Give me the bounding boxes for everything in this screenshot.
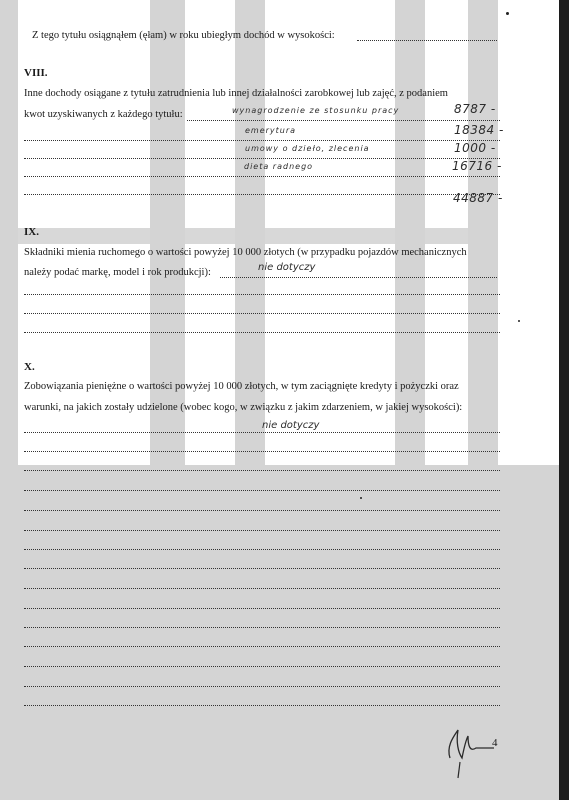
section-9-dotted-4	[24, 332, 500, 333]
signature-mark	[436, 718, 496, 780]
section-8-line1: Inne dochody osiągane z tytułu zatrudnienia lub innej działalności zarobkowej lub zajęć, z podaniem	[24, 88, 448, 99]
section-9-heading: IX.	[24, 226, 39, 238]
section-10-dotted-6	[24, 530, 500, 531]
income-line: Z tego tytułu osiągnąłem (ęłam) w roku ubiegłym dochód w wysokości:	[32, 30, 335, 41]
section-10-dotted-9	[24, 588, 500, 589]
section-10-heading: X.	[24, 361, 35, 373]
section-8-dotted-5	[24, 194, 500, 195]
entry-3-desc: umowy o dzieło, zlecenia	[245, 144, 370, 153]
scan-speck	[506, 12, 509, 15]
section-10-answer: nie dotyczy	[262, 420, 320, 431]
section-8-dotted-2	[24, 140, 500, 141]
section-10-dotted-5	[24, 510, 500, 511]
section-8-line2: kwot uzyskiwanych z każdego tytułu:	[24, 109, 183, 120]
section-9-line1: Składniki mienia ruchomego o wartości powyżej 10 000 złotych (w przypadku pojazdów mechanicznych	[24, 247, 467, 258]
income-dotted-line	[357, 40, 497, 41]
section-10-dotted-3	[24, 470, 500, 471]
section-10-dotted-7	[24, 549, 500, 550]
scan-speck	[518, 320, 520, 322]
section-9-dotted-2	[24, 294, 500, 295]
section-10-dotted-4	[24, 490, 500, 491]
entry-1-desc: wynagrodzenie ze stosunku pracy	[232, 106, 400, 115]
section-10-line1: Zobowiązania pieniężne o wartości powyżej 10 000 złotych, w tym zaciągnięte kredyty i pożyczki oraz	[24, 381, 459, 392]
section-10-dotted-1	[24, 432, 500, 433]
entry-2-desc: emerytura	[245, 126, 297, 135]
scan-shade-top-left	[0, 0, 18, 470]
section-9-dotted-3	[24, 313, 500, 314]
section-8-dotted-1	[187, 120, 500, 121]
section-8-total: 44887 -	[453, 191, 503, 205]
section-10-dotted-14	[24, 686, 500, 687]
section-9-answer: nie dotyczy	[258, 262, 316, 273]
page-number: 4	[492, 737, 498, 749]
section-8-heading: VIII.	[24, 67, 48, 79]
entry-1-amount: 8787 -	[454, 102, 496, 116]
entry-4-amount: 16716 -	[452, 159, 502, 173]
entry-2-amount: 18384 -	[454, 123, 504, 137]
section-10-dotted-8	[24, 568, 500, 569]
section-10-dotted-10	[24, 608, 500, 609]
scan-shade-band	[18, 228, 498, 244]
section-10-dotted-2	[24, 451, 500, 452]
section-10-line2: warunki, na jakich zostały udzielone (wobec kogo, w związku z jakim zdarzeniem, w jakiej wysokości):	[24, 402, 463, 413]
section-10-dotted-12	[24, 646, 500, 647]
entry-3-amount: 1000 -	[454, 141, 496, 155]
section-10-dotted-11	[24, 627, 500, 628]
scan-edge	[559, 0, 569, 800]
entry-4-desc: dieta radnego	[244, 162, 314, 171]
scan-speck	[360, 497, 362, 499]
section-8-dotted-3	[24, 158, 500, 159]
section-9-dotted-1	[220, 277, 497, 278]
section-8-dotted-4	[24, 176, 500, 177]
section-10-dotted-15	[24, 705, 500, 706]
section-9-line2: należy podać markę, model i rok produkcji):	[24, 267, 211, 278]
section-10-dotted-13	[24, 666, 500, 667]
